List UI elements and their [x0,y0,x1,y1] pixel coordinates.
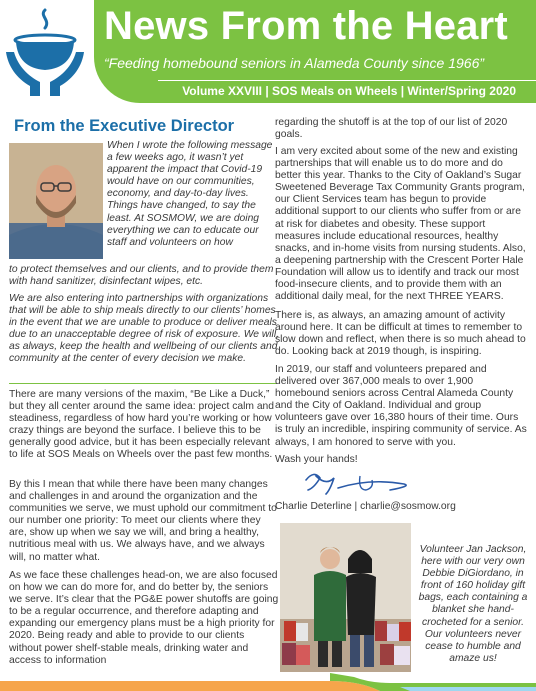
newsletter-title: News From the Heart [104,4,508,48]
paragraph-shutoff-cont: regarding the shutoff is at the top of our list of 2020 goals. [275,117,508,141]
paragraph-2019: In 2019, our staff and volunteers prepared and delivered over 367,000 meals to over 1,900 homebound seniors across Central Alameda County and the City of Oakland. Individual and group volunteers gave over 16,380 hours of their time. Ours is truly an incredible, inspiring community of service. As always, I am honored to serve with you. [275,364,527,448]
intro-text-continued: to protect themselves and our clients, and to provide them with hand sanitizer, disinfectant wipes, etc. [9,264,274,288]
article-heading: From the Executive Director [14,117,235,135]
paragraph-challenges: As we face these challenges head-on, we are also focused on how we can do more for, and do better by, the seniors we serve. It’s clear that the PG&E power shutoffs are going to be a regular occurrence, and therefore adapting and expanding our emergency plans must be a high priority for 2020. Being ready and able to provide to our clients without power shelf-stable meals, drinking water and access to information [9,570,279,666]
paragraph-activity: There is, as always, an amazing amount of activity around here. It can be difficult at times to remember to slow down and reflect, when there is so much ahead to do. Looking back at 2019 though, is inspiring. [275,310,526,358]
footer-stripes [0,673,536,691]
section-divider [9,383,277,384]
photo-caption: Volunteer Jan Jackson, here with our very own Debbie DiGiordano, in front of 160 holiday gift bags, each containing a blanket she hand-crocheted for a senior. Our volunteers never cease to humble and amaze us! [418,544,528,664]
closing-line: Wash your hands! [275,454,358,465]
volunteers-photo [280,523,411,672]
director-photo [9,143,103,259]
volunteers-image [280,523,411,672]
bowl-in-hands-icon [4,6,86,98]
intro-text: When I wrote the following message a few weeks ago, it wasn’t yet apparent the impact that Covid-19 would have on our communities, economy, and day-to-day lives. Things have changed, to say the least. At SOSMOW, we are doing everything we can to educate our staff and volunteers on how [107,140,273,248]
volume-info: Volume XXVIII | SOS Meals on Wheels | Winter/Spring 2020 [182,84,516,98]
signature-image [300,466,420,500]
newsletter-tagline: “Feeding homebound seniors in Alameda County since 1966” [104,55,485,71]
director-portrait-image [9,143,103,259]
paragraph-commitment: By this I mean that while there have been many changes and challenges in and around the organization and the communities we serve, we must uphold our commitment to our number one priority: To meet our clients where they are, show up when we say we will, and bring a healthy, nutritious meal with us. We always have, and we always will, no matter what. [9,479,277,563]
paragraph-duck: There are many versions of the maxim, “Be Like a Duck,” but they all center around the same idea: project calm and steadiness, regardless of how hard you’re working or how crazy things are beyond the surface. I believe this to be generally good advice, but it has been especially relevant to life at SOS Meals on Wheels over the past few months. [9,389,275,461]
signer: Charlie Deterline | charlie@sosmow.org [275,501,456,512]
intro-text-second: We are also entering into partnerships with organizations that will be able to ship meals directly to our clients’ homes in the event that we are unable to produce or deliver meals due to an unacceptable degree of risk of exposure. We will, as always, keep the health and wellbeing of our clients and community at the center of every decision we make. [9,293,279,365]
volume-bar [158,80,536,101]
paragraph-partnerships: I am very excited about some of the new and existing partnerships that will enable us to do more and do better this year. Thanks to the City of Oakland’s Sugar Sweetened Beverage Tax Community Grants program, our Client Services team has begun to provide additional support to our clients who suffer from or are at risk for diabetes and obesity. These support measures include educational resources, healthy snacks, and in-home visits from nursing students. Also, a deepening partnership with the Crescent Porter Hale Foundation will allow us to identify and track our most food-insecure clients, and to provide them with an additional daily meal, for the next THREE YEARS. [275,146,526,303]
masthead [0,0,536,103]
